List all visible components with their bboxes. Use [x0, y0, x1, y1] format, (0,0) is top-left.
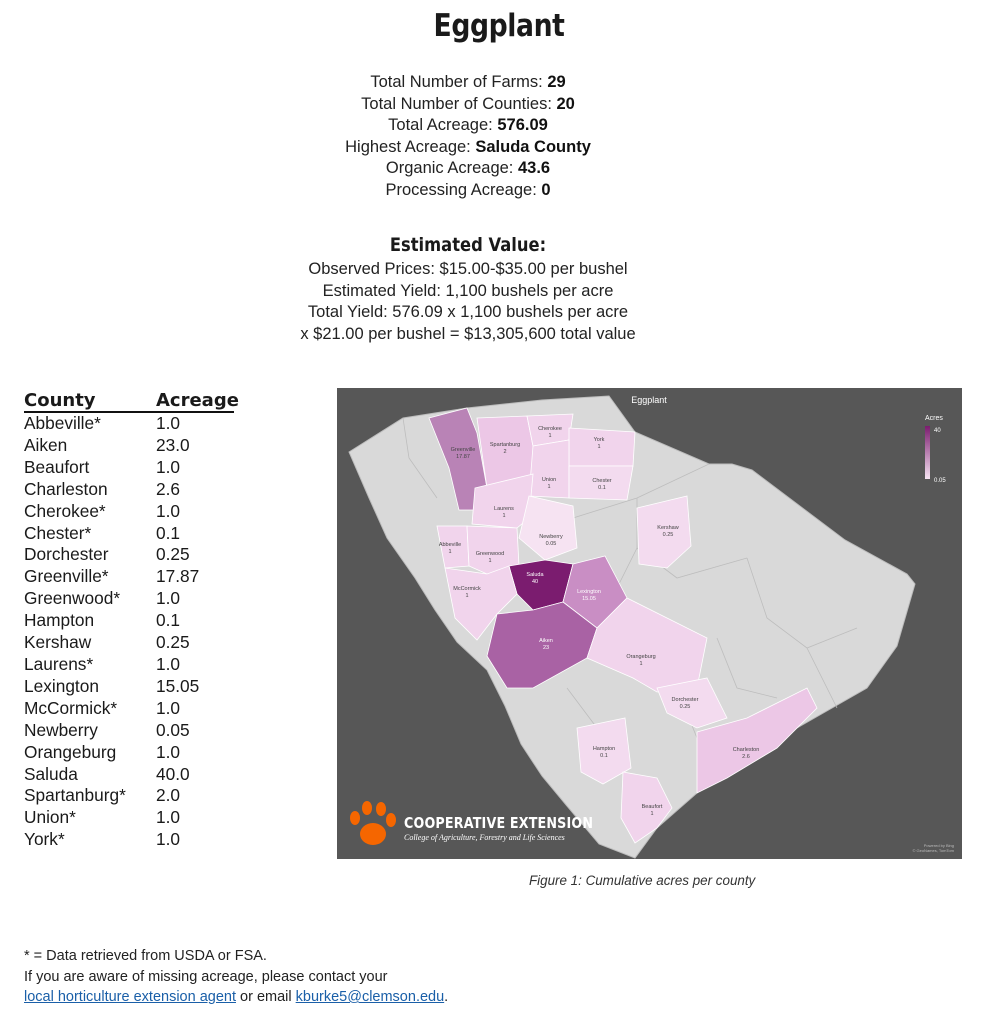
county-acreage: 1.0 — [156, 653, 181, 674]
ev-line: Observed Prices: $15.00-$35.00 per bushel — [308, 260, 628, 278]
table-row — [24, 676, 234, 698]
contact-links: local horticulture extension agent or email kburke5@clemson.edu. — [24, 989, 449, 1005]
label-greenwood: Greenwood 1 — [475, 551, 505, 564]
label-dorchester: Dorchester 0.25 — [671, 697, 699, 710]
label-saluda: Saluda 40 — [526, 572, 544, 585]
table-row — [24, 785, 234, 807]
footnote: * = Data retrieved from USDA or FSA. — [24, 948, 267, 964]
county-name: Union* — [24, 807, 76, 828]
table-row — [24, 654, 234, 676]
table-row — [24, 457, 234, 479]
stat-farms: Total Number of Farms: 29 — [370, 73, 566, 91]
stat-acreage: Total Acreage: 576.09 — [388, 116, 548, 135]
county-map-figure — [337, 388, 962, 859]
ev-line: Estimated Yield: 1,100 bushels per acre — [322, 281, 614, 300]
label-hampton: Hampton 0.1 — [592, 746, 616, 759]
county-name: York* — [24, 829, 65, 850]
figure-caption: Figure 1: Cumulative acres per county — [529, 873, 756, 888]
county-name: Chester* — [24, 522, 92, 543]
table-row — [24, 632, 234, 654]
legend-max: 40 — [934, 428, 941, 434]
table-row — [24, 566, 234, 588]
table-row — [24, 807, 234, 829]
stat-organic: Organic Acreage: 43.6 — [385, 159, 551, 178]
county-name: Newberry — [24, 719, 98, 740]
ev-line: Total Yield: 576.09 x 1,100 bushels per acre — [307, 303, 629, 322]
county-name: Beaufort — [24, 456, 90, 477]
county-acreage: 1.0 — [156, 500, 181, 521]
agent-link[interactable]: local horticulture extension agent — [24, 989, 236, 1005]
county-name: Spartanburg* — [24, 785, 126, 806]
stat-highest: Highest Acreage: Saluda County — [345, 137, 591, 156]
county-acreage: 40.0 — [156, 763, 190, 784]
label-cherokee: Cherokee 1 — [538, 426, 562, 439]
table-row — [24, 764, 234, 786]
county-acreage: 1.0 — [156, 807, 181, 828]
table-row — [24, 479, 234, 501]
table-row — [24, 720, 234, 742]
email-link[interactable]: kburke5@clemson.edu — [295, 989, 445, 1005]
county-name: Orangeburg — [24, 741, 117, 762]
label-orangeburg: Orangeburg 1 — [626, 654, 656, 667]
contact-line: If you are aware of missing acreage, please contact your — [24, 968, 388, 985]
label-chester: Chester 0.1 — [592, 478, 612, 491]
county-acreage: 17.87 — [156, 566, 200, 587]
map-svg — [337, 388, 962, 859]
county-name: Saluda — [24, 763, 78, 784]
footer-note — [24, 946, 448, 1008]
county-acreage: 1.0 — [156, 588, 181, 609]
county-name: Abbeville* — [24, 413, 101, 433]
county-acreage: 0.25 — [156, 544, 190, 565]
label-beaufort: Beaufort 1 — [641, 804, 663, 817]
county-acreage: 1.0 — [156, 741, 181, 762]
county-acreage: 0.05 — [156, 719, 190, 740]
header-county: County — [24, 390, 96, 411]
legend-gradient — [925, 426, 930, 479]
county-name: Laurens* — [24, 653, 94, 674]
label-abbeville: Abbeville 1 — [438, 542, 462, 555]
label-aiken: Aiken 23 — [539, 638, 553, 651]
table-row — [24, 544, 234, 566]
county-york — [569, 428, 635, 466]
county-acreage-table — [24, 390, 239, 851]
estimated-value-lines — [0, 259, 936, 345]
ev-line: x $21.00 per bushel = $13,305,600 total value — [300, 324, 636, 343]
table-row — [24, 523, 234, 545]
extension-logo — [404, 814, 635, 842]
county-acreage: 15.05 — [156, 675, 200, 696]
label-charleston: Charleston 2.6 — [732, 747, 760, 760]
county-acreage: 2.6 — [156, 478, 181, 499]
map-attribution: Powered by Bing © GeoNames, TomTom — [912, 843, 954, 853]
label-laurens: Laurens 1 — [494, 506, 514, 519]
county-acreage: 1.0 — [156, 829, 181, 850]
table-row — [24, 742, 234, 764]
map-title: Eggplant — [631, 395, 667, 405]
county-name: Hampton — [24, 610, 95, 631]
table-row — [24, 435, 234, 457]
label-newberry: Newberry 0.05 — [539, 534, 563, 547]
estimated-value-heading: Estimated Value: — [389, 234, 547, 256]
table-row — [24, 413, 234, 435]
logo-main-text: COOPERATIVE EXTENSION — [404, 814, 594, 832]
county-name: Kershaw — [24, 632, 92, 653]
county-acreage: 1.0 — [156, 456, 181, 477]
county-name: Greenwood* — [24, 588, 121, 609]
table-header — [24, 390, 239, 413]
label-greenville: Greenville 17.87 — [450, 447, 476, 460]
county-name: Cherokee* — [24, 500, 106, 521]
label-spartanburg: Spartanburg 2 — [489, 442, 521, 455]
paw-logo-icon — [350, 801, 396, 845]
table-row — [24, 829, 234, 851]
county-acreage: 1.0 — [156, 697, 181, 718]
table-row — [24, 610, 234, 632]
county-acreage: 0.25 — [156, 632, 190, 653]
stat-processing: Processing Acreage: 0 — [385, 180, 551, 199]
label-mccormick: McCormick 1 — [453, 586, 481, 599]
summary-stats — [0, 72, 936, 202]
county-name: Aiken — [24, 434, 68, 455]
label-union: Union 1 — [541, 477, 557, 490]
county-name: Lexington — [24, 675, 99, 696]
legend-title: Acres — [925, 415, 943, 422]
county-name: Dorchester — [24, 544, 109, 565]
header-acreage: Acreage — [156, 390, 239, 411]
stat-counties: Total Number of Counties: 20 — [361, 94, 575, 113]
label-kershaw: Kershaw 0.25 — [657, 525, 679, 538]
county-acreage: 23.0 — [156, 434, 190, 455]
table-row — [24, 501, 234, 523]
county-acreage: 1.0 — [156, 413, 181, 433]
table-row — [24, 588, 234, 610]
page-title: Eggplant — [433, 8, 565, 44]
county-acreage: 0.1 — [156, 610, 181, 631]
label-york: York 1 — [593, 437, 605, 450]
county-name: Charleston — [24, 478, 108, 499]
legend-min: 0.05 — [934, 478, 946, 484]
table-row — [24, 698, 234, 720]
label-lexington: Lexington 15.05 — [577, 589, 601, 602]
county-acreage: 0.1 — [156, 522, 181, 543]
logo-sub-text: College of Agriculture, Forestry and Life Sciences — [404, 833, 565, 842]
county-acreage: 2.0 — [156, 785, 181, 806]
table-body — [24, 413, 234, 851]
county-name: McCormick* — [24, 697, 118, 718]
county-name: Greenville* — [24, 566, 109, 587]
